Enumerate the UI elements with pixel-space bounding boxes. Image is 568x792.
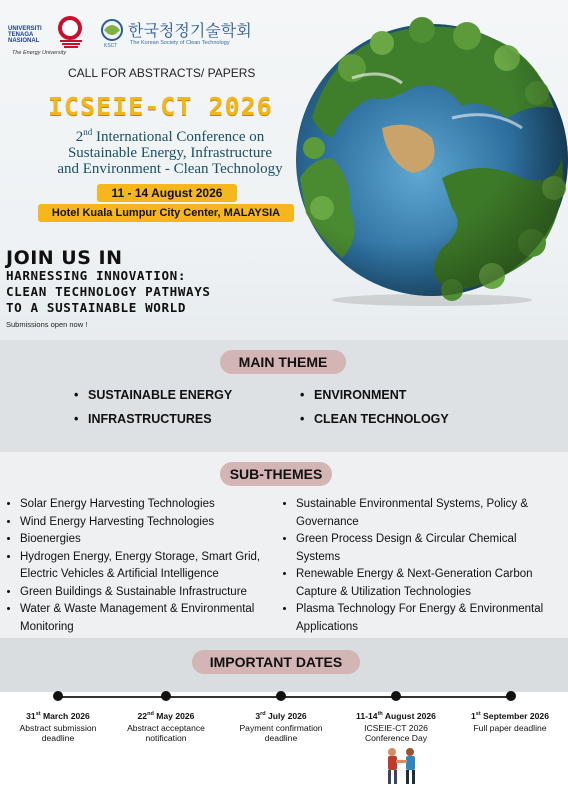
sub-theme-item: • Solar Energy Harvesting Technologies <box>20 496 264 514</box>
date-item <box>348 709 444 743</box>
date-suffix: st <box>35 711 41 717</box>
date-description: ICSEIE-CT 2026 Conference Day <box>364 722 428 743</box>
date-day: 22 <box>137 710 148 721</box>
main-theme-heading: MAIN THEME <box>220 350 346 374</box>
date-value <box>118 709 214 721</box>
earth-globe-icon <box>292 8 568 308</box>
sub-themes-right-column <box>282 496 552 636</box>
call-for-papers: CALL FOR ABSTRACTS/ PAPERS <box>68 66 256 80</box>
conference-venue-badge: Hotel Kuala Lumpur City Center, MALAYSIA <box>38 204 294 222</box>
society-abbr: KSCT <box>104 43 118 49</box>
important-dates-section <box>0 638 568 792</box>
date-item <box>10 709 106 743</box>
date-value <box>462 709 558 721</box>
date-month: May 2026 <box>153 710 195 721</box>
main-theme-section <box>0 340 568 452</box>
timeline-dot <box>506 691 516 701</box>
join-us-heading: JOIN US IN <box>6 247 123 269</box>
date-day: 31 <box>26 710 36 721</box>
tagline-line: CLEAN TECHNOLOGY PATHWAYS <box>6 284 211 299</box>
date-value <box>10 709 106 721</box>
society-korean-name: 한국청정기술학회 <box>128 21 252 40</box>
people-handshake-icon <box>380 746 424 790</box>
date-value <box>233 709 329 721</box>
subtitle-line3: and Environment - Clean Technology <box>57 161 283 177</box>
ksct-emblem-icon <box>98 18 128 44</box>
sub-theme-item: • Wind Energy Harvesting Technologies <box>20 514 264 532</box>
sub-theme-item: • Green Process Design & Circular Chemical Systems <box>296 531 552 566</box>
date-suffix: nd <box>147 711 154 717</box>
submissions-open-note: Submissions open now ! <box>6 320 88 329</box>
date-day: 1 <box>471 710 476 721</box>
date-suffix: st <box>475 711 481 717</box>
date-day: 11-14 <box>356 710 378 721</box>
main-theme-item: • ENVIRONMENT <box>314 388 406 402</box>
date-description: Full paper deadline <box>473 722 547 733</box>
sub-themes-heading: SUB-THEMES <box>220 462 332 486</box>
main-theme-item: • CLEAN TECHNOLOGY <box>314 412 449 426</box>
timeline-dot <box>276 691 286 701</box>
date-item <box>462 709 558 733</box>
date-month: September 2026 <box>480 710 549 721</box>
subtitle-line2: Sustainable Energy, Infrastructure <box>67 145 273 161</box>
important-dates-heading: IMPORTANT DATES <box>192 650 360 674</box>
sub-theme-item: • Renewable Energy & Next-Generation Carbon Capture & Utilization Technologies <box>296 566 552 601</box>
tagline-line: HARNESSING INNOVATION: <box>6 268 187 283</box>
ksct-logo <box>98 18 258 54</box>
subtitle-ordinal: 2 <box>75 129 84 145</box>
date-value <box>348 709 444 721</box>
conference-tagline <box>6 268 326 316</box>
timeline-dot <box>391 691 401 701</box>
conference-subtitle <box>0 124 340 177</box>
hero-banner <box>0 0 568 340</box>
date-month: August 2026 <box>382 710 436 721</box>
tagline-line: TO A SUSTAINABLE WORLD <box>6 300 187 315</box>
sub-theme-item: • Bioenergies <box>20 531 264 549</box>
sub-theme-item: • Sustainable Environmental Systems, Policy & Governance <box>296 496 552 531</box>
date-suffix: th <box>377 711 383 717</box>
main-theme-item: • SUSTAINABLE ENERGY <box>88 388 232 402</box>
date-day: 3 <box>255 710 261 721</box>
sub-theme-item: • Green Buildings & Sustainable Infrastructure <box>20 584 264 602</box>
green-earth-image <box>292 8 568 308</box>
uniten-logo <box>8 10 88 58</box>
date-suffix: rd <box>260 711 266 717</box>
date-description: Abstract submission deadline <box>19 722 97 743</box>
subtitle-ordinal-suffix: nd <box>83 127 93 137</box>
sub-themes-section <box>0 452 568 638</box>
timeline-dot <box>161 691 171 701</box>
conference-title: ICSEIE-CT 2026 <box>48 92 273 121</box>
date-month: March 2026 <box>40 710 90 721</box>
date-month: July 2026 <box>265 710 307 721</box>
university-tagline: The Energy University <box>12 50 67 56</box>
date-description: Payment confirmation deadline <box>239 722 323 743</box>
main-theme-item: • INFRASTRUCTURES <box>88 412 212 426</box>
university-name: UNIVERSITI TENAGA NASIONAL <box>8 26 42 44</box>
date-description: Abstract acceptance notification <box>127 722 205 743</box>
society-english-name: The Korean Society of Clean Technology <box>130 40 230 46</box>
date-item <box>118 709 214 743</box>
conference-date-badge: 11 - 14 August 2026 <box>97 184 237 202</box>
sub-theme-item: • Water & Waste Management & Environmental Monitoring <box>20 601 264 636</box>
sub-theme-item: • Hydrogen Energy, Energy Storage, Smart Grid, Electric Vehicles & Artificial Intelligence <box>20 549 264 584</box>
sub-theme-item: • Plasma Technology For Energy & Environmental Applications <box>296 601 552 636</box>
timeline-dot <box>53 691 63 701</box>
date-item <box>233 709 329 743</box>
sub-themes-left-column <box>6 496 264 636</box>
subtitle-line1: International Conference on <box>92 129 265 145</box>
